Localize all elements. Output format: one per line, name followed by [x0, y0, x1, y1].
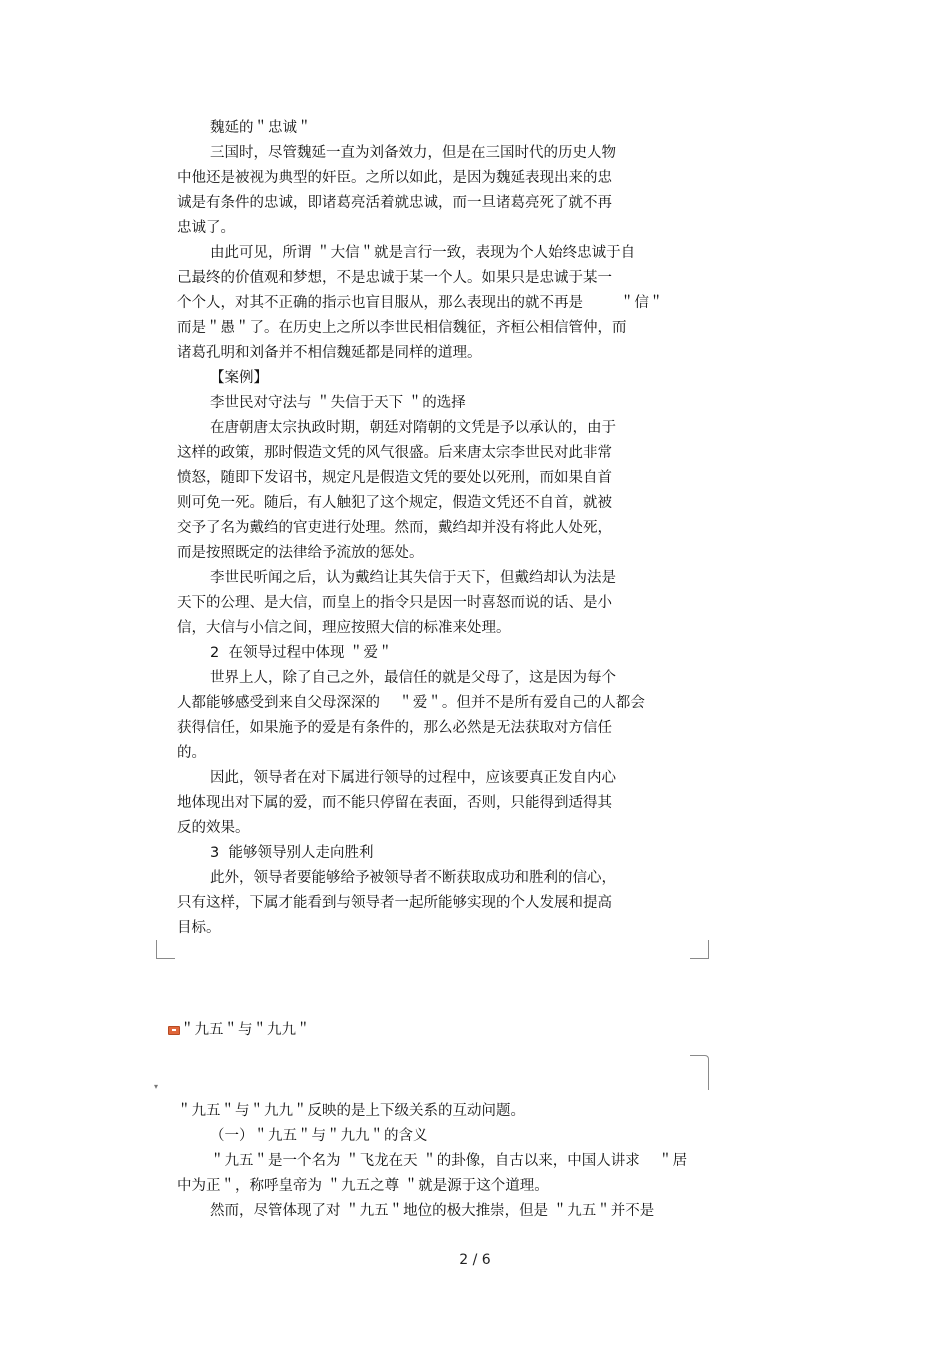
text-line: 在唐朝唐太宗执政时期，朝廷对隋朝的文凭是予以承认的，由于 — [210, 420, 616, 436]
text-line: 交予了名为戴绉的官吏进行处理。然而，戴绉却并没有将此人处死， — [177, 520, 612, 536]
text-line: 的。 — [177, 745, 206, 761]
section-heading: ＂九五＂与＂九九＂ — [180, 1022, 311, 1038]
case-title: 李世民对守法与 ＂失信于天下 ＂的选择 — [210, 395, 466, 411]
text-line: ＂九五＂是一个名为 ＂飞龙在天 ＂的卦像，自古以来，中国人讲求 ＂居 — [210, 1153, 688, 1169]
anchor-marker-icon: ▾ — [154, 1082, 159, 1091]
text-line: 则可免一死。随后，有人触犯了这个规定，假造文凭还不自首，就被 — [177, 495, 612, 511]
text-line: 诸葛孔明和刘备并不相信魏延都是同样的道理。 — [177, 345, 482, 361]
text-line: 人都能够感受到来自父母深深的 ＂爱＂。但并不是所有爱自己的人都会 — [177, 695, 645, 711]
subsection-heading: （一）＂九五＂与＂九九＂的含义 — [210, 1128, 428, 1144]
text-line: 而是＂愚＂了。在历史上之所以李世民相信魏征，齐桓公相信管仲，而 — [177, 320, 627, 336]
subheading-weiyan: 魏延的＂忠诚＂ — [210, 120, 312, 136]
crop-mark-bottom-left — [156, 940, 175, 959]
text-line: 李世民听闻之后，认为戴绉让其失信于天下，但戴绉却认为法是 — [210, 570, 616, 586]
text-line: 信，大信与小信之间，理应按照大信的标准来处理。 — [177, 620, 511, 636]
text-line: 获得信任，如果施予的爱是有条件的，那么必然是无法获取对方信任 — [177, 720, 612, 736]
crop-mark-top-right — [690, 1055, 709, 1090]
text-line: 个个人，对其不正确的指示也盲目服从，那么表现出的就不再是 ＂信＂ — [177, 295, 664, 311]
crop-mark-bottom-right — [690, 940, 709, 959]
text-line: 地体现出对下属的爱，而不能只停留在表面，否则，只能得到适得其 — [177, 795, 612, 811]
text-line: 这样的政策，那时假造文凭的风气很盛。后来唐太宗李世民对此非常 — [177, 445, 612, 461]
text-line: 目标。 — [177, 920, 221, 936]
text-line: 因此，领导者在对下属进行领导的过程中，应该要真正发自内心 — [210, 770, 616, 786]
text-line: 世界上人，除了自己之外，最信任的就是父母了，这是因为每个 — [210, 670, 616, 686]
text-line: 己最终的价值观和梦想，不是忠诚于某一个人。如果只是忠诚于某一 — [177, 270, 612, 286]
case-label: 【案例】 — [210, 370, 268, 386]
numbered-heading-3: 3 能够领导别人走向胜利 — [210, 845, 374, 861]
text-line: 而是按照既定的法律给予流放的惩处。 — [177, 545, 424, 561]
text-line: 愤怒，随即下发诏书，规定凡是假造文凭的要处以死刑，而如果自首 — [177, 470, 612, 486]
text-line: 此外，领导者要能够给予被领导者不断获取成功和胜利的信心， — [210, 870, 616, 886]
text-line: ＂九五＂与＂九九＂反映的是上下级关系的互动问题。 — [177, 1103, 525, 1119]
text-line: 三国时，尽管魏延一直为刘备效力，但是在三国时代的历史人物 — [210, 145, 616, 161]
text-line: 中为正＂，称呼皇帝为 ＂九五之尊 ＂就是源于这个道理。 — [177, 1178, 549, 1194]
text-line: 忠诚了。 — [177, 220, 235, 236]
numbered-heading-2: 2 在领导过程中体现 ＂爱＂ — [210, 645, 393, 661]
text-line: 诚是有条件的忠诚，即诸葛亮活着就忠诚，而一旦诸葛亮死了就不再 — [177, 195, 612, 211]
text-line: 中他还是被视为典型的奸臣。之所以如此，是因为魏延表现出来的忠 — [177, 170, 612, 186]
page-number: 2 / 6 — [459, 1252, 491, 1268]
text-line: 反的效果。 — [177, 820, 250, 836]
text-line: 然而，尽管体现了对 ＂九五＂地位的极大推崇，但是 ＂九五＂并不是 — [210, 1203, 655, 1219]
text-line: 天下的公理、是大信，而皇上的指令只是因一时喜怒而说的话、是小 — [177, 595, 612, 611]
text-line: 由此可见，所谓 ＂大信＂就是言行一致，表现为个人始终忠诚于自 — [210, 245, 636, 261]
section-icon — [168, 1026, 180, 1035]
text-line: 只有这样，下属才能看到与领导者一起所能够实现的个人发展和提高 — [177, 895, 612, 911]
